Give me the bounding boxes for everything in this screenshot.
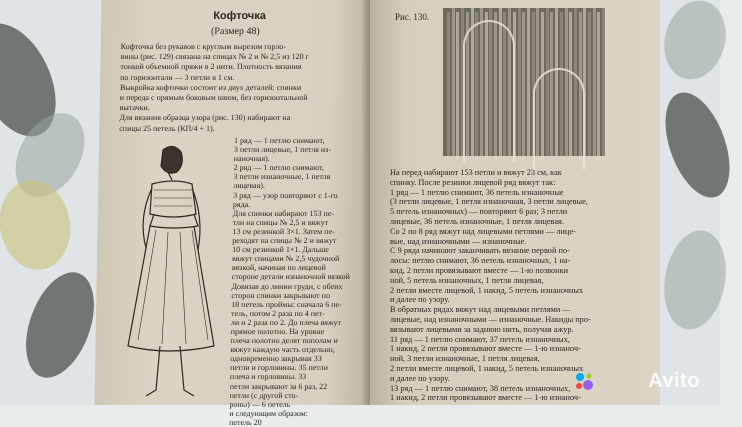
column-line: 3 петли изнаночные, 1 петля — [233, 172, 331, 182]
right-line: 2 петли вместе лицевой, 1 накид, 5 петель изнаночных — [390, 285, 584, 295]
column-text — [229, 136, 352, 427]
stitch-column — [541, 12, 544, 160]
stitch-column — [452, 8, 455, 156]
column-line: Для спинки набирают 153 пе- — [232, 208, 335, 218]
stitch-column — [550, 12, 553, 160]
intro-line: вытачки. — [119, 103, 150, 113]
column-line: 13 см резинкой 3×1. Затем пе- — [232, 226, 335, 236]
stitch-column — [480, 8, 483, 156]
stitch-column — [560, 12, 563, 160]
right-line: В обратных рядах вяжут над лицевыми петлями — — [390, 305, 571, 315]
column-line: 1 ряд — 1 петлю снимают, — [234, 136, 325, 145]
stitch-column — [588, 12, 591, 160]
right-line: кид, 2 петли провязывают вместе — 1-ю позвонки — [390, 265, 569, 275]
right-line: 5 петель изнаночных) — повторяют 6 раз; 3 петли — [390, 207, 568, 217]
right-line: вязывают лицевыми за заднюю нить, получая ажур. — [390, 324, 574, 334]
intro-line: по горизонтали — 3 петли в 1 см. — [120, 72, 235, 82]
stitch-column — [522, 12, 525, 160]
column-line: реходят на спицы № 2 и вяжут — [232, 236, 337, 246]
column-line: сторон спинки закрывают по — [231, 290, 331, 300]
column-line: стороне детали изнаночной вязкой — [231, 272, 350, 282]
intro-line: Выкройка кофточки состоит из двух деталей: спинки — [119, 82, 302, 92]
column-line: вяжут спицами № 2,5 чудочной — [231, 254, 340, 264]
column-line: петли и горловины. 35 петли — [230, 363, 328, 373]
stitch-column — [471, 8, 474, 156]
right-line: спинку. После резинки лицевой ряд вяжут так: — [390, 177, 556, 187]
stitch-column — [574, 8, 577, 156]
intro-line: и переда с прямым боковым швом, без горизонтальной — [119, 93, 308, 103]
stitch-column — [513, 12, 516, 160]
column-line: лицевая). — [233, 181, 266, 191]
right-line: лицевые, над изнаночными — изнаночные. Накиды про- — [390, 314, 591, 324]
intro-line: вины (рис. 129) связана на спицах № 2 и № 2,5 из 120 г — [120, 52, 309, 62]
right-line: 1 накид, 2 петли провязывают вместе — 1-ю изнаноч- — [390, 344, 581, 354]
stitch-column — [593, 8, 596, 156]
stitch-column — [499, 8, 502, 156]
right-line: и далее по узору. — [390, 295, 450, 305]
stitch-column — [546, 8, 549, 156]
stitch-column — [597, 12, 600, 160]
stitch-column — [518, 8, 521, 156]
column-line: 2 ряд — 1 петлю снимают, — [233, 163, 324, 173]
stitch-column — [527, 8, 530, 156]
stitch-column — [508, 8, 511, 156]
stitch-column — [447, 12, 450, 160]
stitch-column — [565, 8, 568, 156]
intro-line: Кофточка без рукавов с круглым вырезом горло- — [120, 42, 287, 51]
right-line: лосы: петлю снимают, 36 петель изнаночных, 1 на- — [390, 256, 571, 266]
right-line: На перед набирают 153 петли и вяжут 23 см, как — [390, 168, 562, 177]
column-line: ли и 2 раза по 2. До плеча вяжут — [230, 317, 342, 327]
figure-label: Рис. 130. — [395, 12, 430, 22]
right-line: 1 накид, 2 петли провязывают вместе — 1-ю изнаноч- — [390, 393, 581, 403]
right-line: вые, над изнаночными — изнаночные. — [390, 236, 527, 246]
right-line: ной, 3 петли изнаночные, 1 петля лицевая, — [390, 354, 540, 364]
column-line: вяжут каждую часть отдельно, — [230, 345, 335, 355]
column-line: 18 петель проймы: сначала 6 пе- — [231, 299, 342, 309]
stitch-column — [494, 12, 497, 160]
knitting-pattern-photo — [443, 8, 605, 156]
page-title: Кофточка — [213, 10, 266, 22]
stitch-column — [466, 12, 469, 160]
stitch-column — [555, 8, 558, 156]
stitch-column — [456, 12, 459, 160]
column-line: плеча и горловины. 33 — [229, 372, 307, 382]
stitch-column — [579, 12, 582, 160]
column-line: 10 см резинкой 1×1. Дальше — [232, 245, 329, 255]
stitch-column — [602, 8, 605, 156]
stitch-column — [489, 8, 492, 156]
stitch-column — [583, 8, 586, 156]
column-line: петли (с другой сто- — [229, 390, 299, 400]
column-line: роны) — 6 петель — [229, 399, 291, 409]
stitch-column — [569, 12, 572, 160]
column-line: прямое полотно. На уровне — [230, 326, 325, 336]
intro-line: Для вязания образца узора (рис. 130) набирают на — [119, 113, 291, 123]
intro-line: тонкой объемной пряжи в 2 нити. Плотность вязания — [120, 62, 302, 72]
stitch-column — [461, 8, 464, 156]
right-line: ной, 5 петель изнаночных, 1 петля лицевая, — [390, 275, 544, 285]
column-line: 3 ряд — узор повторяют с 1-го — [233, 190, 338, 200]
column-line: петли закрывают за 6 раз, 22 — [229, 381, 328, 391]
woman-sketch-illustration — [108, 140, 228, 402]
avito-logo-icon — [574, 371, 594, 391]
page-subtitle: (Размер 48) — [210, 26, 260, 37]
column-line: Довязав до линии груди, с обеих — [231, 281, 343, 291]
stitch-column — [485, 12, 488, 160]
column-line: тель, потом 2 раза по 4 пет- — [230, 308, 325, 318]
column-line: наночная). — [233, 154, 270, 164]
right-line: 11 ряд — 1 петлю снимают, 37 петель изнаночных, — [390, 334, 570, 344]
column-line: петель 20 — [229, 417, 262, 427]
stitch-column — [536, 8, 539, 156]
column-line: и следующим образом: — [229, 408, 309, 418]
right-text — [390, 168, 591, 403]
right-line: С 9 ряда начинают заканчивать вязание первой по- — [390, 246, 570, 256]
intro-text — [119, 42, 309, 134]
right-line: Со 2 по 8 ряд вяжут над лицевыми петлями — лице- — [390, 226, 576, 236]
column-line: одновременно закрывая 33 — [230, 354, 322, 364]
column-line: плеча полотно делят пополам и — [230, 336, 338, 346]
column-line: вязкой, начиная по лицевой — [231, 263, 326, 273]
right-line: 13 ряд — 1 петлю снимают, 38 петель изнаночных, — [390, 383, 571, 393]
right-line: и далее по узору. — [390, 373, 450, 383]
right-line: 2 петли вместе лицевой, 1 накид, 5 петель изнаночных — [390, 363, 584, 373]
right-line: 1 ряд — 1 петлю снимают, 36 петель изнаночные — [390, 187, 564, 197]
right-line: (3 петли лицевые, 1 петля изнаночная, 3 петли лицевые, — [390, 197, 588, 207]
stitch-column — [503, 12, 506, 160]
stitch-column — [532, 12, 535, 160]
column-line: 3 петли лицевые, 1 петля из- — [233, 145, 332, 155]
right-line: лицевые, 36 петель изнаночные, 1 петля лицевая. — [390, 216, 564, 226]
avito-watermark: Avito — [648, 370, 700, 392]
intro-line: спицы 25 петель (КП/4 + 1). — [119, 123, 215, 133]
column-line: тли на спицы № 2,5 и вяжут — [232, 217, 329, 227]
stitch-column — [475, 12, 478, 160]
column-line: ряда. — [232, 199, 251, 209]
